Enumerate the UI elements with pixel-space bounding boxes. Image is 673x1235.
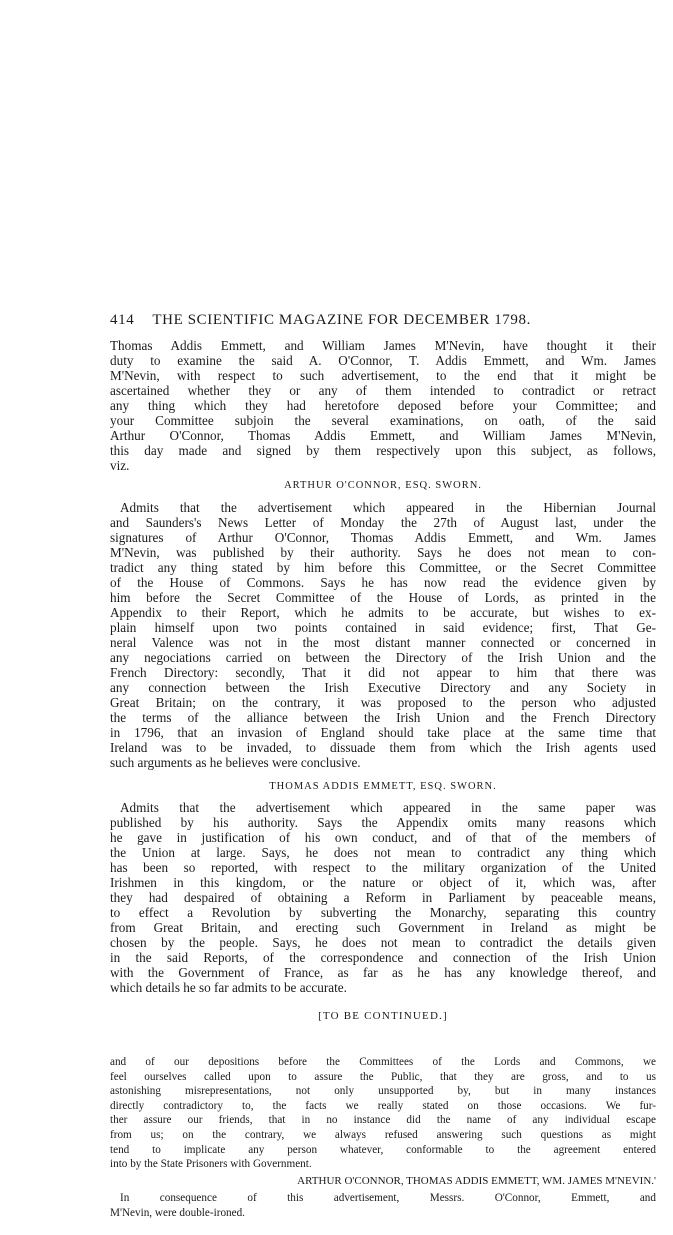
text-line: Ireland was to be invaded, to dissuade them from which the Irish agents used (110, 740, 656, 755)
text-line: Great Britain; on the contrary, it was proposed to the person who adjusted (110, 695, 656, 710)
magazine-title: THE SCIENTIFIC MAGAZINE FOR DECEMBER 1798. (152, 312, 531, 328)
text-line: which details he so far admits to be accurate. (110, 980, 347, 995)
text-line: chosen by the people. Says, he does not mean to contradict the details given (110, 935, 656, 950)
text-line: M'Nevin, were double-ironed. (110, 1206, 245, 1219)
text-line: Arthur O'Connor, Thomas Addis Emmett, and William James M'Nevin, (110, 428, 656, 443)
intro-paragraph (110, 338, 656, 473)
text-line: published by his authority. Says the Appendix omits many reasons which (110, 815, 656, 830)
text-line: any thing which they had heretofore deposed before your Committee; and (110, 398, 656, 413)
text-line: in the said Reports, of the correspondence and connection of the Irish Union (110, 950, 656, 965)
text-line: French Directory: secondly, That it did not appear to him that there was (110, 665, 656, 680)
text-line: with the Government of France, as far as he has any knowledge thereof, and (110, 965, 656, 980)
text-line: plain himself upon two points contained in said evidence; first, That Ge- (110, 620, 656, 635)
text-line: viz. (110, 458, 130, 473)
text-line: into by the State Prisoners with Government. (110, 1158, 312, 1171)
text-line: M'Nevin, was published by their authority. Says he does not mean to con- (110, 545, 656, 560)
heading-thomas-addis-emmett: THOMAS ADDIS EMMETT, ESQ. SWORN. (269, 781, 497, 792)
text-line: astonishing misrepresentations, not only unsupported by, but in many instances (110, 1085, 656, 1098)
text-line: duty to examine the said A. O'Connor, T. Addis Emmett, and Wm. James (110, 353, 656, 368)
text-line: feel ourselves called upon to assure the Public, that they are gross, and to us (110, 1070, 656, 1083)
text-line: they had despaired of obtaining a Reform in Parliament by peaceable means, (110, 890, 656, 905)
text-line: in 1796, that an invasion of England should take place at the same time that (110, 725, 656, 740)
footnote (110, 1055, 656, 1172)
text-line: such arguments as he believes were conclusive. (110, 755, 361, 770)
thomas-addis-emmett-testimony (110, 800, 656, 995)
text-line: any negociations carried on between the Directory of the Irish Union and the (110, 650, 656, 665)
text-line: directly contradictory to, the facts we really stated on those occasions. We fur- (110, 1099, 656, 1112)
text-line: ther assure our friends, that in no instance did the name of any individual escape (110, 1114, 656, 1127)
text-line: has been so reported, with respect to the military organization of the United (110, 860, 656, 875)
text-line: neral Valence was not in the most distant manner connected or concerned in (110, 635, 656, 650)
text-line: the terms of the alliance between the Irish Union and the French Directory (110, 710, 656, 725)
footnote-end (110, 1191, 656, 1220)
heading-arthur-oconnor: ARTHUR O'CONNOR, ESQ. SWORN. (284, 480, 482, 491)
text-line: of the House of Commons. Says he has now read the evidence given by (110, 575, 656, 590)
arthur-oconnor-testimony (110, 500, 656, 770)
text-line: Irishmen in this kingdom, or the nature or object of it, which was, after (110, 875, 656, 890)
to-be-continued: [TO BE CONTINUED.] (318, 1010, 448, 1022)
text-line: tend to implicate any person whatever, conformable to the agreement entered (110, 1143, 656, 1156)
text-line: In consequence of this advertisement, Messrs. O'Connor, Emmett, and (120, 1192, 656, 1204)
text-line: and Saunders's News Letter of Monday the 27th of August last, under the (110, 515, 656, 530)
page-number: 414 (110, 312, 135, 328)
text-line: any connection between the Irish Executive Directory and any Society in (110, 680, 656, 695)
text-line: your Committee subjoin the several examinations, on oath, of the said (110, 413, 656, 428)
text-line: him before the Secret Committee of the House of Lords, as printed in the (110, 590, 656, 605)
text-line: Thomas Addis Emmett, and William James M'Nevin, have thought it their (110, 338, 656, 353)
text-line: M'Nevin, with respect to such advertisement, to the end that it might be (110, 368, 656, 383)
text-line: tradict any thing stated by him before this Committee, or the Secret Committee (110, 560, 656, 575)
text-line: Appendix to their Report, which he admits to be accurate, but wishes to ex- (110, 605, 656, 620)
text-line: Admits that the advertisement which appeared in the Hibernian Journal (120, 500, 656, 515)
text-line: Admits that the advertisement which appeared in the same paper was (120, 800, 656, 815)
text-line: this day made and signed by them respectively upon this subject, as follows, (110, 443, 656, 458)
text-line: to effect a Revolution by subverting the Monarchy, separating this country (110, 905, 656, 920)
text-line: the Union at large. Says, he does not mean to contradict any thing which (110, 845, 656, 860)
text-line: from Great Britain, and erecting such Government in Ireland as might be (110, 920, 656, 935)
text-line: and of our depositions before the Committees of the Lords and Commons, we (110, 1056, 656, 1068)
running-header (110, 312, 658, 329)
text-line: from us; on the contrary, we always refused answering such questions as might (110, 1128, 656, 1141)
text-line: ascertained whether they or any of them intended to contradict or retract (110, 383, 656, 398)
text-line: he gave in justification of his own conduct, and of that of the members of (110, 830, 656, 845)
signature: ARTHUR O'CONNOR, THOMAS ADDIS EMMETT, WM. JAMES M'NEVIN.' (297, 1175, 656, 1187)
text-line: signatures of Arthur O'Connor, Thomas Addis Emmett, and Wm. James (110, 530, 656, 545)
